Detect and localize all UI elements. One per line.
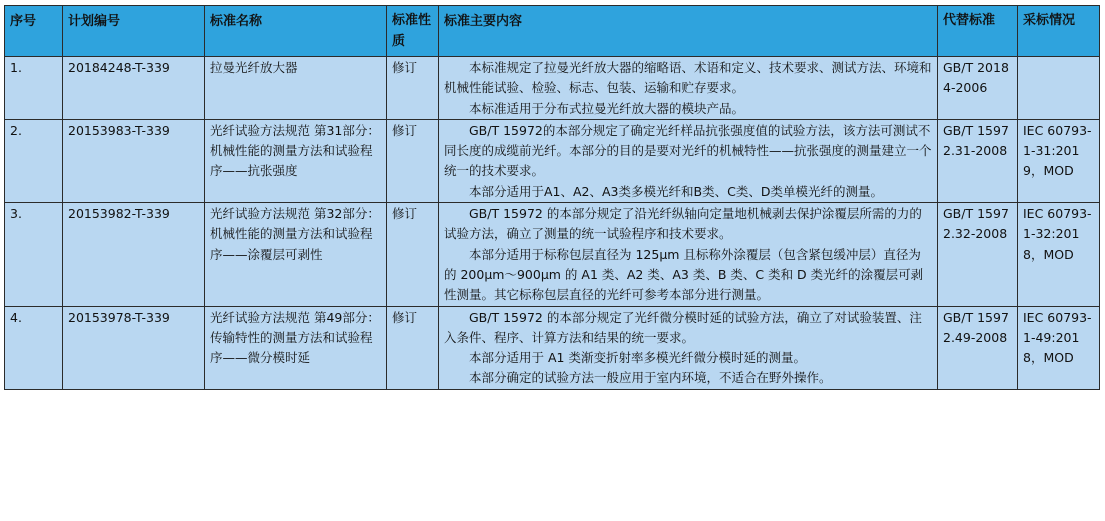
header-plan-number: 计划编号: [63, 6, 205, 57]
cell-plan-number: 20184248-T-339: [63, 57, 205, 120]
cell-adoption: IEC 60793-1-31:2019，MOD: [1018, 119, 1100, 202]
content-paragraph: GB/T 15972的本部分规定了确定光纤样品抗张强度值的试验方法，该方法可测试不同长度的成缆前光纤。本部分的目的是要对光纤的机械特性——抗张强度的测量建立一个统一的技术要求。: [444, 122, 932, 179]
cell-standard-nature: 修订: [387, 119, 439, 202]
cell-serial: 4.: [5, 306, 63, 389]
cell-main-content: [439, 306, 938, 389]
table-row: [5, 57, 1100, 120]
header-serial: 序号: [5, 6, 63, 57]
content-paragraph: 本部分适用于A1、A2、A3类多模光纤和B类、C类、D类单模光纤的测量。: [469, 183, 883, 199]
header-standard-nature: 标准性质: [387, 6, 439, 57]
content-paragraph: 本部分适用于标称包层直径为 125μm 且标称外涂覆层（包含紧包缓冲层）直径为的 200μm～900μm 的 A1 类、A2 类、A3 类、B 类、C 类和 D 类光纤的涂覆层可剥性测量。其它标称包层直径的光纤可参考本部分进行测量。: [444, 246, 924, 303]
cell-standard-nature: 修订: [387, 306, 439, 389]
cell-standard-name: 光纤试验方法规范 第32部分：机械性能的测量方法和试验程序——涂覆层可剥性: [205, 203, 387, 306]
cell-adoption: [1018, 57, 1100, 120]
table-row: [5, 203, 1100, 306]
header-replaces: 代替标准: [938, 6, 1018, 57]
cell-main-content: [439, 57, 938, 120]
cell-standard-nature: 修订: [387, 57, 439, 120]
table-header-row: [5, 6, 1100, 57]
standards-table: [4, 5, 1100, 390]
header-main-content: 标准主要内容: [439, 6, 938, 57]
cell-replaces: GB/T 15972.31-2008: [938, 119, 1018, 202]
cell-main-content: [439, 203, 938, 306]
content-paragraph: 本部分适用于 A1 类渐变折射率多模光纤微分模时延的测量。: [469, 350, 806, 366]
cell-standard-nature: 修订: [387, 203, 439, 306]
cell-serial: 1.: [5, 57, 63, 120]
cell-plan-number: 20153982-T-339: [63, 203, 205, 306]
content-paragraph: 本部分确定的试验方法一般应用于室内环境，不适合在野外操作。: [469, 370, 832, 386]
table-row: [5, 119, 1100, 202]
content-paragraph: 本标准适用于分布式拉曼光纤放大器的模块产品。: [469, 100, 745, 116]
table-row: [5, 306, 1100, 389]
cell-replaces: GB/T 15972.32-2008: [938, 203, 1018, 306]
cell-serial: 2.: [5, 119, 63, 202]
content-paragraph: GB/T 15972 的本部分规定了光纤微分模时延的试验方法，确立了对试验装置、注入条件、程序、计算方法和结果的统一要求。: [444, 309, 922, 345]
cell-replaces: GB/T 20184-2006: [938, 57, 1018, 120]
cell-main-content: [439, 119, 938, 202]
header-adoption: 采标情况: [1018, 6, 1100, 57]
cell-adoption: IEC 60793-1-49:2018，MOD: [1018, 306, 1100, 389]
header-standard-name: 标准名称: [205, 6, 387, 57]
cell-plan-number: 20153983-T-339: [63, 119, 205, 202]
standards-table-wrapper: [4, 5, 1100, 390]
cell-serial: 3.: [5, 203, 63, 306]
cell-standard-name: 光纤试验方法规范 第49部分：传输特性的测量方法和试验程序——微分模时延: [205, 306, 387, 389]
content-paragraph: 本标准规定了拉曼光纤放大器的缩略语、术语和定义、技术要求、测试方法、环境和机械性能试验、检验、标志、包装、运输和贮存要求。: [444, 60, 932, 96]
cell-standard-name: 拉曼光纤放大器: [205, 57, 387, 120]
cell-plan-number: 20153978-T-339: [63, 306, 205, 389]
cell-replaces: GB/T 15972.49-2008: [938, 306, 1018, 389]
content-paragraph: GB/T 15972 的本部分规定了沿光纤纵轴向定量地机械剥去保护涂覆层所需的力的试验方法，确立了测量的统一试验程序和技术要求。: [444, 206, 922, 242]
cell-standard-name: 光纤试验方法规范 第31部分：机械性能的测量方法和试验程序——抗张强度: [205, 119, 387, 202]
cell-adoption: IEC 60793-1-32:2018，MOD: [1018, 203, 1100, 306]
